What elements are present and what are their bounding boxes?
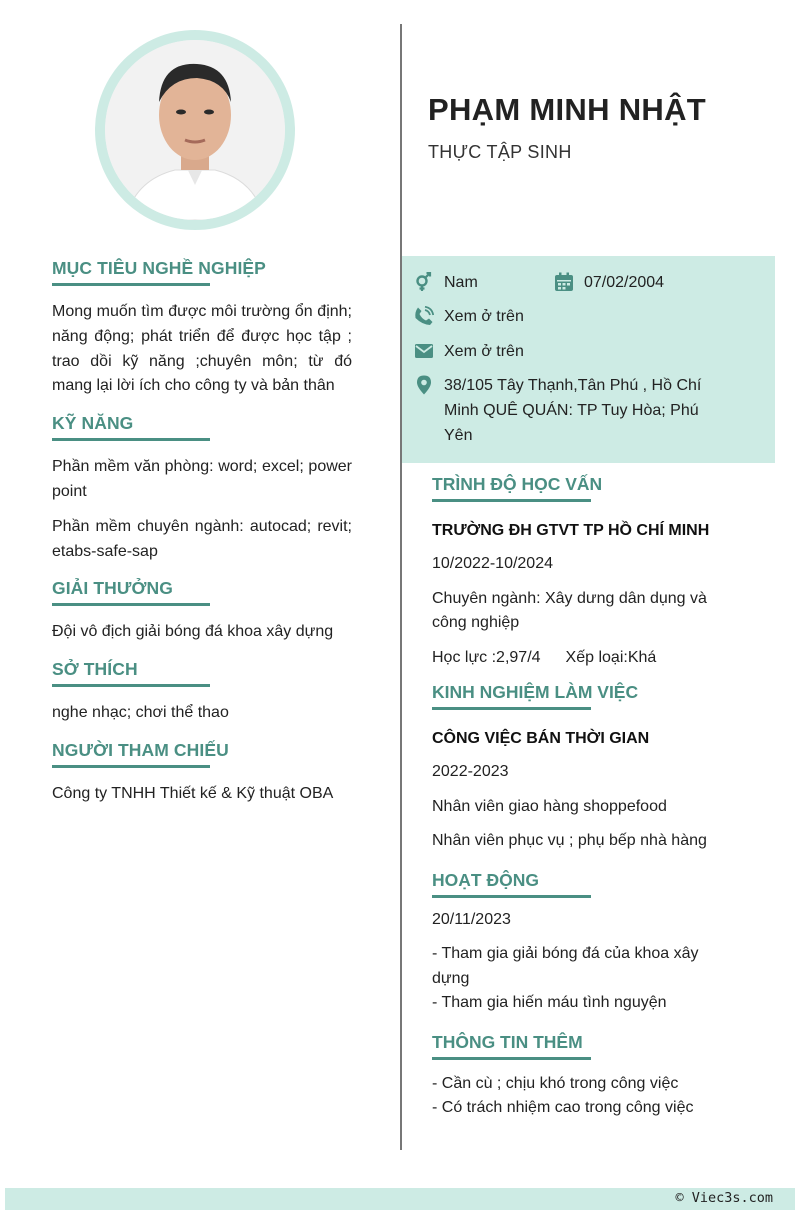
footer-credit: © Viec3s.com [675,1190,773,1206]
experience-title: KINH NGHIỆM LÀM VIỆC [432,682,639,702]
birthdate-value: 07/02/2004 [584,274,665,291]
candidate-role: THỰC TẬP SINH [428,142,572,162]
phone-value: Xem ở trên [444,308,524,325]
location-pin-icon [414,373,444,395]
job-item: Nhân viên giao hàng shoppefood [432,797,667,815]
objective-title: MỤC TIÊU NGHỀ NGHIỆP [52,258,266,278]
references-section [52,740,352,807]
awards-section [52,578,352,645]
skills-underline [52,438,210,441]
contact-panel [402,256,775,463]
profile-photo [105,40,285,220]
email-icon [414,339,444,361]
phone-icon [414,304,444,326]
skill-item: Phần mềm văn phòng: word; excel; power point [52,458,352,500]
gender-icon [414,270,444,292]
experience-section [432,682,732,854]
right-column [432,474,732,1121]
references-underline [52,765,210,768]
job-title: CÔNG VIỆC BÁN THỜI GIAN [432,730,650,747]
address-value: 38/105 Tây Thạnh,Tân Phú , Hồ Chí Minh QUÊ QUÁN: TP Tuy Hòa; Phú Yên [444,377,702,444]
activities-underline [432,895,591,898]
education-rank: Xếp loại:Khá [565,648,657,666]
hobbies-text: nghe nhạc; chơi thể thao [52,704,229,722]
footer-bar [5,1188,795,1210]
references-text: Công ty TNHH Thiết kế & Kỹ thuật OBA [52,784,334,802]
awards-underline [52,603,210,606]
activities-section [432,870,732,1016]
objective-text: Mong muốn tìm được môi trường ổn định; năng động; phát triển để được học tập ; trao dồi kỹ năng ;chuyên môn; từ đó mang lại lời ích cho công ty và bản thân [52,303,352,395]
person-photo-icon [105,40,285,220]
gender-row [414,270,478,295]
education-section [432,474,732,670]
awards-text: Đội vô địch giải bóng đá khoa xây dựng [52,623,334,641]
objective-underline [52,283,210,286]
avatar [95,30,295,230]
skills-section [52,413,352,564]
left-column [52,258,352,821]
education-period: 10/2022-10/2024 [432,555,553,572]
skill-item: Phần mềm chuyên ngành: autocad; revit; etabs-safe-sap [52,517,352,560]
email-value: Xem ở trên [444,343,524,360]
activities-title: HOẠT ĐỘNG [432,869,539,890]
extra-info-underline [432,1057,591,1060]
references-title: NGƯỜI THAM CHIẾU [52,739,229,760]
education-result [432,646,732,671]
experience-underline [432,707,591,710]
education-underline [432,499,591,502]
birthdate-row [554,270,664,295]
hobbies-title: SỞ THÍCH [52,659,138,680]
job-period: 2022-2023 [432,763,509,780]
activity-item: - Tham gia giải bóng đá của khoa xây dựng [432,945,699,987]
extra-info-title: THÔNG TIN THÊM [432,1031,583,1052]
address-row [414,373,734,448]
activity-item: - Tham gia hiến máu tình nguyện [432,994,667,1011]
skills-title: KỸ NĂNG [52,413,134,434]
calendar-icon [554,270,584,292]
extra-info-item: - Cần cù ; chịu khó trong công việc [432,1074,679,1092]
candidate-name: PHẠM MINH NHẬT [428,92,707,127]
email-row [414,339,524,364]
extra-info-item: - Có trách nhiệm cao trong công việc [432,1099,694,1116]
hobbies-section [52,659,352,726]
school-name: TRƯỜNG ĐH GTVT TP HỒ CHÍ MINH [432,522,710,539]
column-divider [400,24,402,1150]
extra-info-section [432,1032,732,1121]
education-gpa: Học lực :2,97/4 [432,648,541,666]
awards-title: GIẢI THƯỞNG [52,578,173,599]
job-item: Nhân viên phục vụ ; phụ bếp nhà hàng [432,832,707,849]
hobbies-underline [52,684,210,687]
education-title: TRÌNH ĐỘ HỌC VẤN [432,474,603,494]
education-major: Chuyên ngành: Xây dưng dân dụng và công nghiệp [432,589,707,631]
activity-date: 20/11/2023 [432,910,511,928]
objective-section [52,258,352,399]
phone-row [414,304,524,329]
gender-value: Nam [444,274,478,291]
